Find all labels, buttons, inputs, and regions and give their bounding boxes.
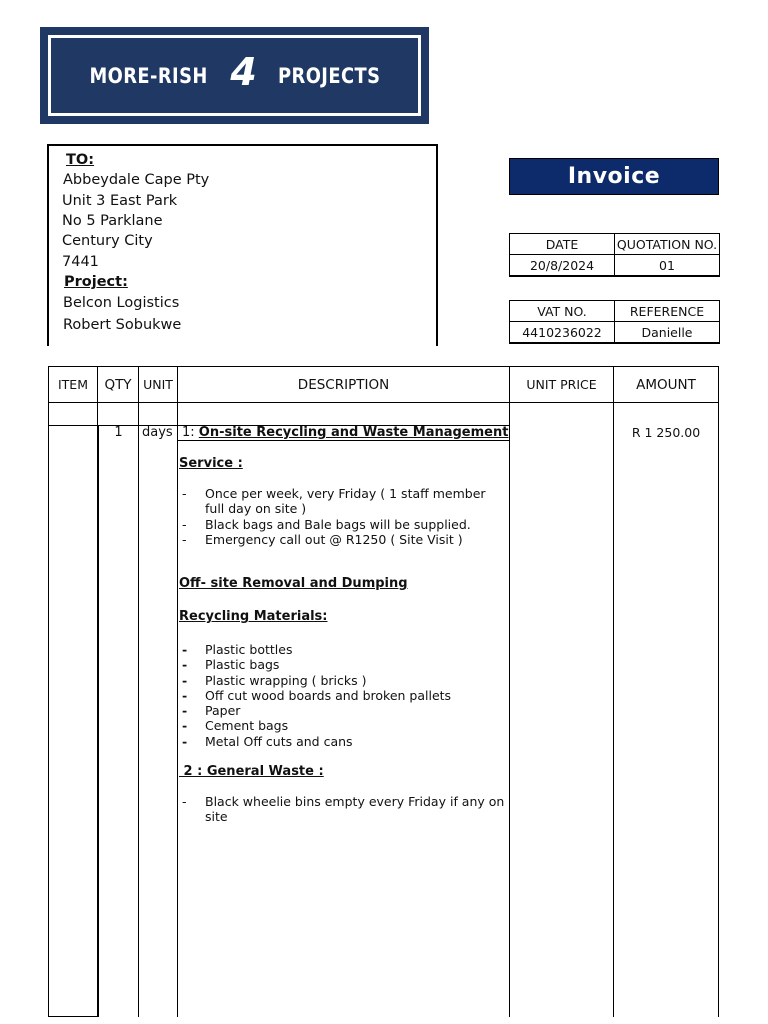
quotation-label: QUOTATION NO. [615, 234, 720, 255]
recipient-company: Abbeydale Cape Pty [63, 172, 210, 188]
service-item-1: - Once per week, very Friday ( 1 staff member full day on site ) [182, 486, 508, 517]
item-col-bottom-border [48, 1016, 99, 1017]
to-label: TO: [66, 152, 95, 168]
recycling-item-2: - Plastic bags [182, 657, 508, 672]
company-logo [40, 27, 429, 124]
vat-value: 4410236022 [510, 322, 615, 344]
col-line-unit [177, 366, 178, 1017]
recycling-item-4: - Off cut wood boards and broken pallets [182, 688, 508, 703]
general-waste-list [182, 794, 508, 825]
address-line-2: No 5 Parklane [62, 213, 163, 229]
row-qty: 1 [114, 425, 123, 440]
offsite-heading: Off- site Removal and Dumping [179, 576, 408, 591]
invoice-title: Invoice [509, 158, 719, 195]
logo-number: 4 [230, 49, 258, 94]
recycling-item-5: - Paper [182, 703, 508, 718]
header-unit-price: UNIT PRICE [526, 377, 597, 392]
address-line-4: 7441 [62, 254, 99, 270]
header-description: DESCRIPTION [297, 376, 390, 393]
header-amount: AMOUNT [636, 376, 696, 393]
reference-label: REFERENCE [615, 301, 720, 322]
row-unit: days [142, 425, 173, 440]
recycling-item-1: - Plastic bottles [182, 642, 508, 657]
logo-frame [48, 35, 421, 116]
date-label: DATE [510, 234, 615, 255]
project-label: Project: [64, 274, 128, 290]
col-line-right [718, 366, 719, 1017]
items-table [48, 366, 719, 1017]
row-amount: R 1 250.00 [631, 425, 701, 440]
service-list [182, 486, 508, 547]
recycling-list [182, 642, 508, 749]
recycling-heading: Recycling Materials: [179, 609, 328, 624]
date-quotation-table [509, 233, 720, 277]
header-qty: QTY [104, 376, 132, 393]
recycling-item-3: - Plastic wrapping ( bricks ) [182, 673, 508, 688]
col-line-left [48, 366, 49, 1017]
header-item: ITEM [57, 377, 88, 392]
reference-value: Danielle [615, 322, 720, 344]
address-line-3: Century City [62, 233, 153, 249]
vat-reference-table [509, 300, 720, 344]
service-title [182, 425, 508, 440]
col-line-item [97, 425, 99, 1017]
service-item-3: - Emergency call out @ R1250 ( Site Visit ) [182, 532, 508, 547]
recipient-box [47, 144, 438, 346]
service-title-text: On-site Recycling and Waste Management [198, 425, 509, 440]
logo-word-1: MORE-RISH [89, 63, 208, 88]
col-line-description [509, 366, 510, 1017]
recycling-item-7: - Metal Off cuts and cans [182, 734, 508, 749]
col-line-qty [138, 366, 139, 1017]
vat-label: VAT NO. [510, 301, 615, 322]
service-heading: Service : [179, 456, 243, 471]
logo-word-2: PROJECTS [278, 63, 381, 88]
address-line-1: Unit 3 East Park [62, 193, 178, 209]
general-waste-item-1: - Black wheelie bins empty every Friday if any on site [182, 794, 508, 825]
date-value: 20/8/2024 [510, 255, 615, 277]
service-title-prefix: 1: [182, 425, 199, 440]
general-waste-heading: 2 : General Waste : [179, 764, 324, 779]
col-line-unit-price [613, 366, 614, 1017]
quotation-value: 01 [615, 255, 720, 277]
service-item-2: - Black bags and Bale bags will be supplied. [182, 517, 508, 532]
header-unit: UNIT [143, 377, 173, 392]
project-name: Belcon Logistics [63, 295, 180, 311]
contact-name: Robert Sobukwe [63, 317, 182, 333]
recycling-item-6: - Cement bags [182, 718, 508, 733]
